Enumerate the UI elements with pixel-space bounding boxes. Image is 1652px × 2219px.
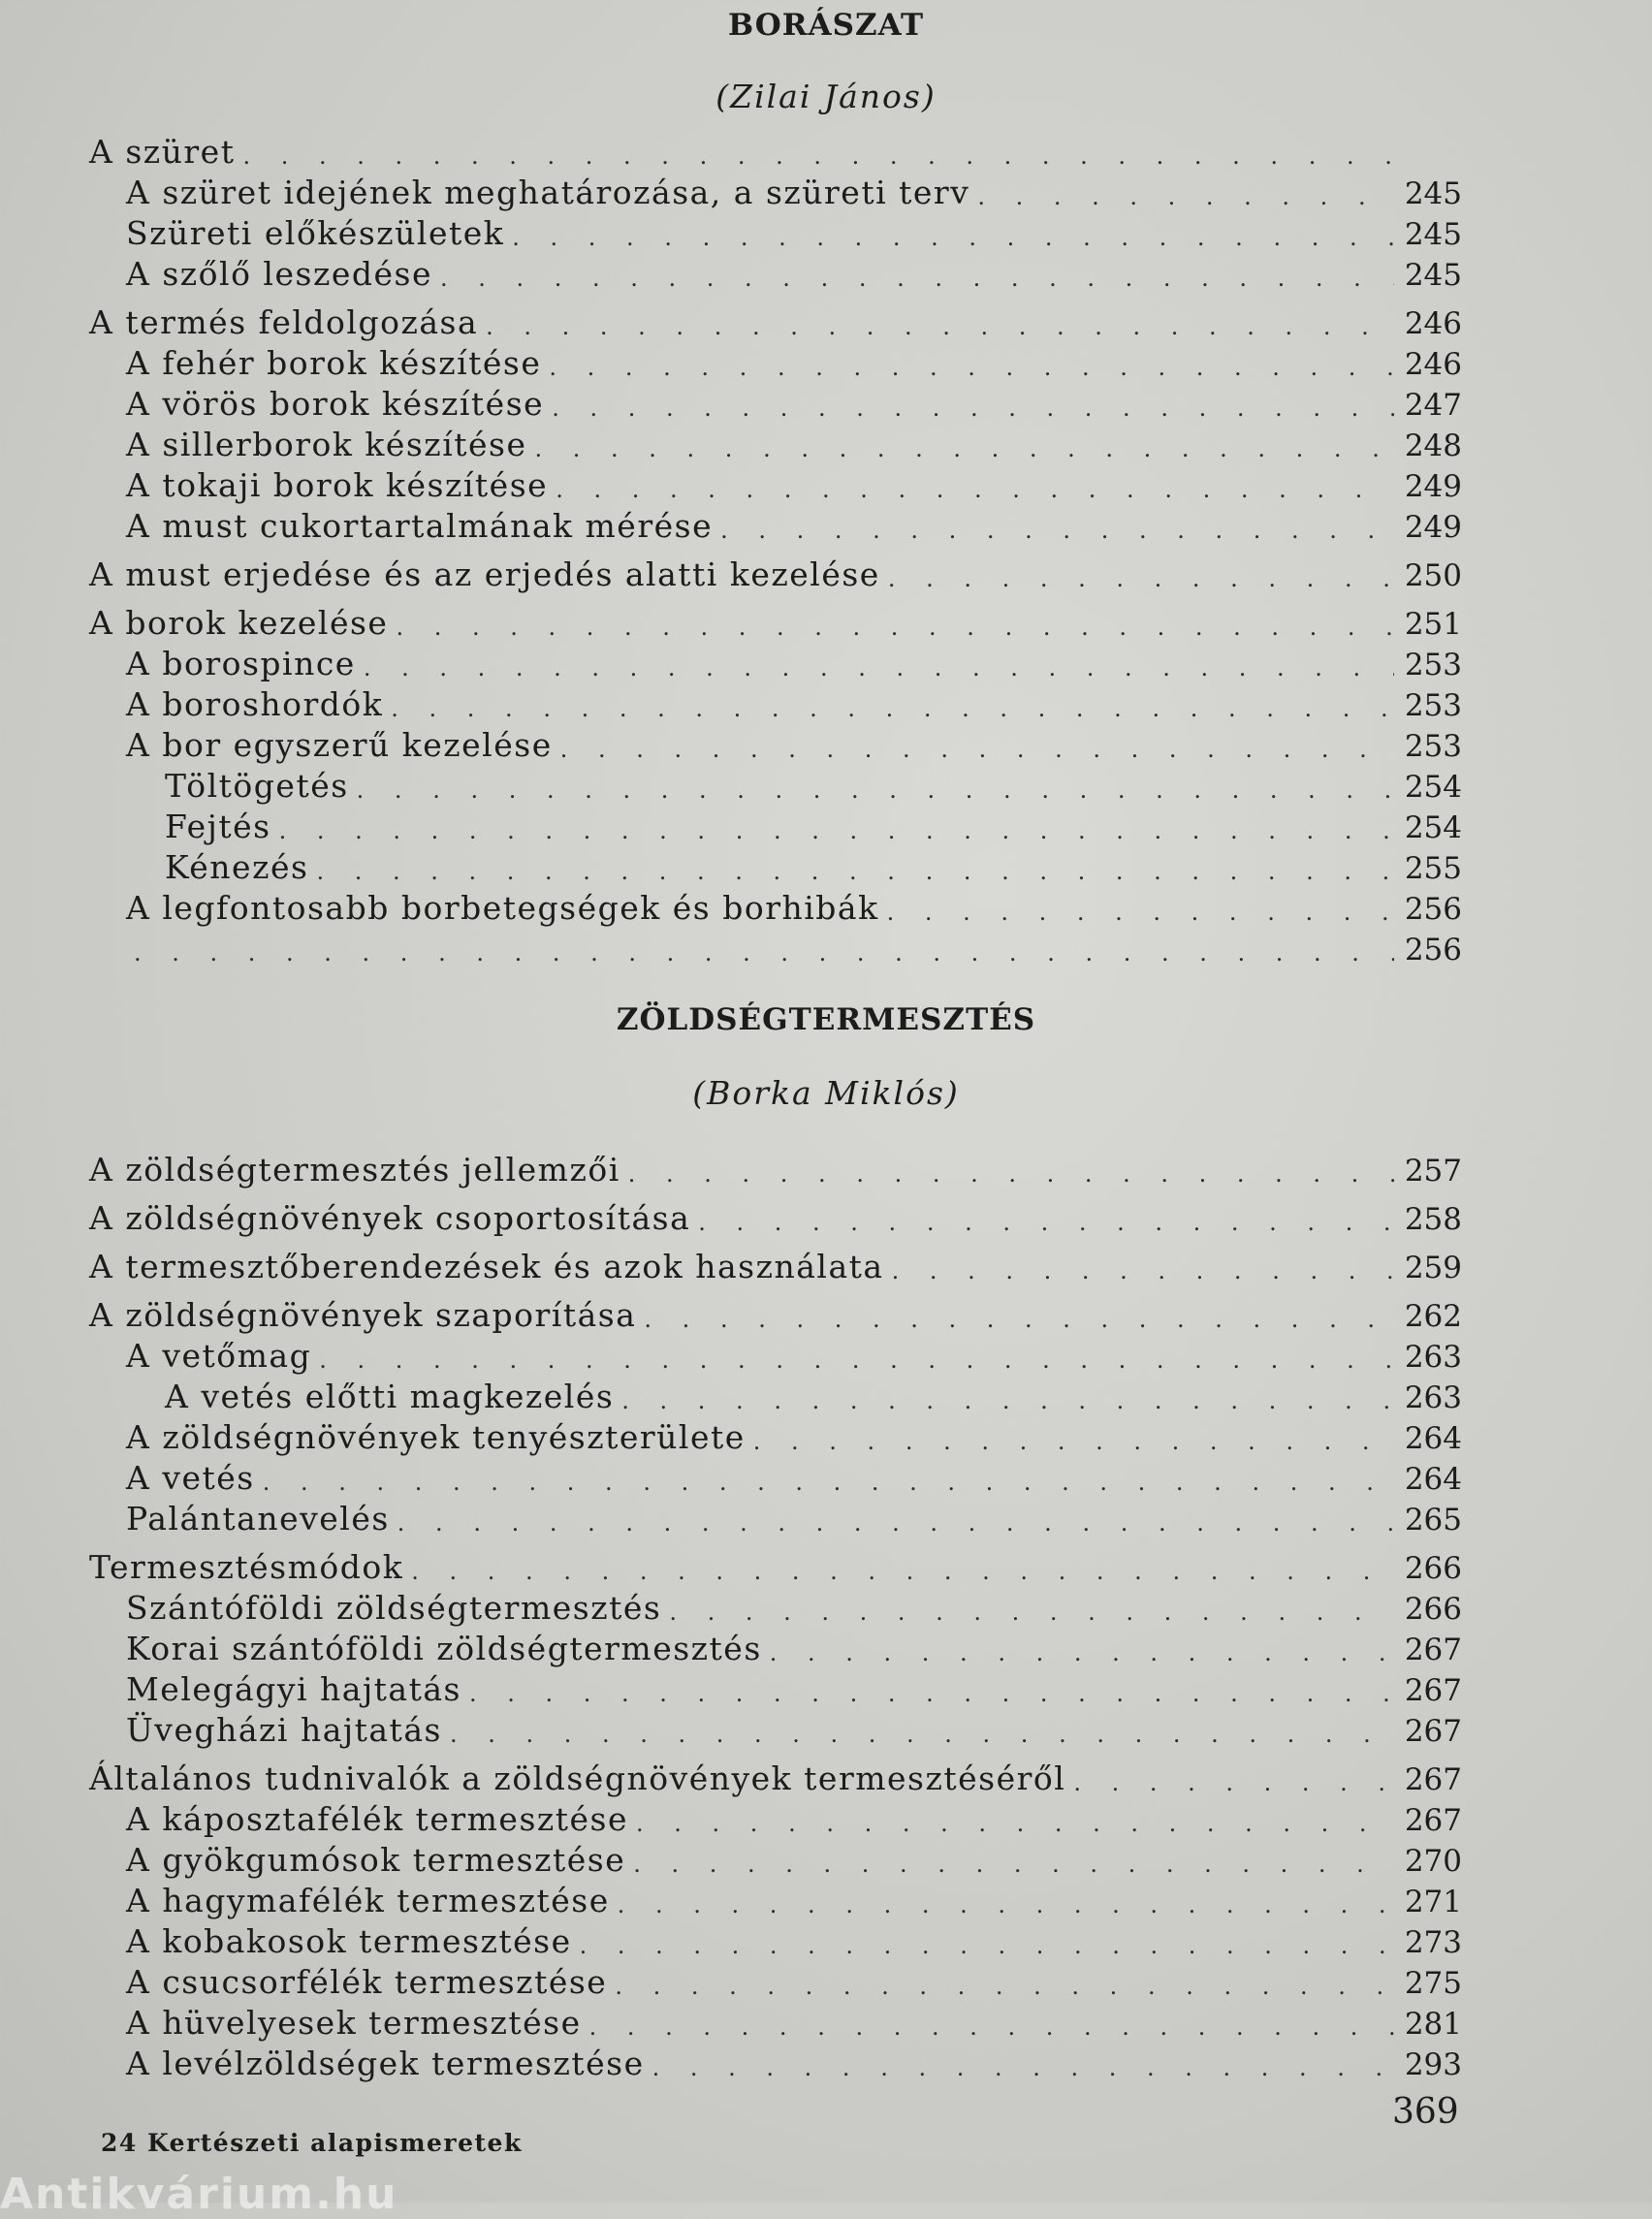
toc-entry-page: 256 [1404, 933, 1462, 967]
toc-entry-page: 262 [1404, 1299, 1462, 1334]
toc-entry-page: 245 [1404, 176, 1462, 211]
toc-entry [89, 423, 1462, 463]
toc-list-zoldsegtermesztes [89, 1148, 1462, 2082]
toc-entry-page: 259 [1404, 1251, 1462, 1285]
toc-leader-dots [279, 816, 1394, 845]
toc-entry-page: 249 [1404, 510, 1462, 545]
toc-leader-dots [720, 516, 1394, 545]
toc-leader-dots [450, 1720, 1394, 1749]
toc-leader-dots [892, 1256, 1394, 1285]
toc-entry-label: A szőlő leszedése [126, 255, 432, 293]
toc-leader-dots [560, 735, 1394, 764]
toc-entry [89, 2042, 1462, 2082]
toc-entry-page: 263 [1404, 1340, 1462, 1375]
toc-entry [89, 1245, 1462, 1285]
toc-leader-dots [644, 1305, 1394, 1334]
toc-entry-page: 254 [1404, 810, 1462, 845]
toc-entry-page: 253 [1404, 648, 1462, 682]
toc-entry [89, 1960, 1462, 2001]
toc-leader-dots [633, 1850, 1394, 1879]
toc-entry [89, 382, 1462, 423]
toc-entry-page: 281 [1404, 2007, 1462, 2042]
toc-entry-label: A csucsorfélék termesztése [126, 1963, 608, 2001]
toc-entry-label: A vörös borok készítése [126, 385, 545, 423]
toc-entry-page: 253 [1404, 729, 1462, 764]
toc-entry-label: A vetés előtti magkezelés [165, 1378, 615, 1415]
toc-leader-dots [316, 857, 1394, 886]
toc-entry-page: 264 [1404, 1462, 1462, 1497]
toc-entry [89, 1919, 1462, 1960]
toc-entry-page: 267 [1404, 1633, 1462, 1667]
section-title-zoldsegtermesztes: ZÖLDSÉGTERMESZTÉS [616, 1002, 1036, 1037]
toc-entry [89, 1375, 1462, 1415]
toc-entry-page: 271 [1404, 1885, 1462, 1919]
toc-entry [89, 463, 1462, 504]
toc-leader-dots [134, 938, 1394, 967]
toc-leader-dots [618, 1890, 1394, 1919]
toc-entry-label: A szüret idejének meghatározása, a szüreti terv [126, 174, 970, 211]
toc-entry-page: 253 [1404, 688, 1462, 723]
toc-entry-label: A vetőmag [126, 1337, 312, 1375]
toc-entry [89, 504, 1462, 545]
toc-leader-dots [652, 2053, 1394, 2082]
toc-list-boraszat [89, 130, 1462, 967]
toc-leader-dots [698, 1208, 1394, 1237]
toc-entry [89, 171, 1462, 211]
toc-entry [89, 1334, 1462, 1375]
toc-leader-dots [512, 223, 1394, 252]
page-number: 369 [1392, 2092, 1459, 2132]
toc-leader-dots [486, 312, 1394, 341]
toc-leader-dots [888, 564, 1394, 593]
toc-leader-dots [242, 142, 1394, 171]
toc-entry-label: A levélzöldségek termesztése [126, 2045, 645, 2082]
toc-entry-label: A must erjedése és az erjedés alatti kezelése [89, 555, 880, 593]
toc-entry-label: A boroshordók [126, 685, 384, 723]
toc-entry [89, 1196, 1462, 1237]
toc-entry-page: 246 [1404, 306, 1462, 341]
toc-entry [89, 1293, 1462, 1334]
toc-entry [89, 1838, 1462, 1879]
toc-entry-page: 249 [1404, 469, 1462, 504]
toc-leader-dots [397, 1508, 1394, 1537]
toc-entry [89, 805, 1462, 845]
toc-entry-label: A káposztafélék termesztése [126, 1800, 629, 1838]
toc-entry [89, 886, 1462, 927]
watermark: Antikvárium.hu [0, 2170, 398, 2219]
toc-leader-dots [440, 264, 1394, 293]
toc-leader-dots [669, 1598, 1394, 1627]
toc-entry-label: Töltögetés [165, 767, 349, 805]
toc-entry-page: 267 [1404, 1673, 1462, 1708]
toc-leader-dots [319, 1346, 1394, 1375]
toc-entry [89, 1708, 1462, 1749]
toc-entry-label: Szüreti előkészületek [126, 214, 505, 252]
toc-entry [89, 1797, 1462, 1838]
toc-entry-label: A vetés [126, 1459, 255, 1497]
toc-entry [89, 682, 1462, 723]
toc-entry-label: Melegágyi hajtatás [126, 1670, 461, 1708]
toc-leader-dots [549, 353, 1394, 382]
toc-entry [89, 1879, 1462, 1919]
toc-entry [89, 1497, 1462, 1537]
toc-entry-label: A borok kezelése [89, 604, 389, 642]
toc-entry [89, 642, 1462, 682]
toc-entry-page: 273 [1404, 1925, 1462, 1960]
toc-entry [89, 927, 1462, 967]
toc-entry-page: 246 [1404, 347, 1462, 382]
toc-entry [89, 1667, 1462, 1708]
toc-entry-label: A must cukortartalmának mérése [126, 507, 714, 545]
toc-entry-page: 251 [1404, 607, 1462, 642]
toc-entry-label: A zöldségnövények csoportosítása [89, 1199, 691, 1237]
toc-entry-page: 256 [1404, 892, 1462, 927]
toc-entry-page: 266 [1404, 1551, 1462, 1586]
toc-entry-label: Szántóföldi zöldségtermesztés [126, 1589, 662, 1627]
toc-leader-dots [621, 1386, 1394, 1415]
toc-entry-label: Általános tudnivalók a zöldségnövények termesztéséről [89, 1759, 1066, 1797]
toc-leader-dots [396, 613, 1394, 642]
toc-entry-label: A hüvelyesek termesztése [126, 2004, 582, 2042]
toc-leader-dots [391, 694, 1394, 723]
toc-entry-page: 267 [1404, 1762, 1462, 1797]
toc-entry [89, 2001, 1462, 2042]
toc-entry-page: 267 [1404, 1714, 1462, 1749]
toc-entry-label: Kénezés [165, 848, 309, 886]
toc-leader-dots [357, 776, 1394, 805]
toc-entry-label: Palántanevelés [126, 1500, 390, 1537]
toc-entry [89, 341, 1462, 382]
toc-leader-dots [535, 434, 1394, 463]
toc-leader-dots [552, 394, 1394, 423]
section-author-boraszat: (Zilai János) [715, 78, 937, 115]
toc-leader-dots [628, 1159, 1394, 1189]
toc-entry-label: Fejtés [165, 808, 271, 845]
toc-entry [89, 1415, 1462, 1456]
toc-entry-label: A hagymafélék termesztése [126, 1882, 610, 1919]
toc-entry-page: 266 [1404, 1592, 1462, 1627]
toc-leader-dots [770, 1638, 1394, 1667]
toc-leader-dots [753, 1427, 1394, 1456]
toc-entry [89, 845, 1462, 886]
toc-entry-label: A sillerborok készítése [126, 426, 527, 463]
toc-entry-label: A legfontosabb borbetegségek és borhibák [126, 889, 879, 927]
toc-leader-dots [411, 1557, 1394, 1586]
toc-leader-dots [469, 1679, 1394, 1708]
toc-entry-page: 264 [1404, 1421, 1462, 1456]
toc-entry [89, 130, 1462, 171]
section-title-boraszat: BORÁSZAT [727, 8, 925, 43]
toc-entry-label: A fehér borok készítése [126, 344, 542, 382]
toc-entry [89, 764, 1462, 805]
section-author-zoldsegtermesztes: (Borka Miklós) [692, 1074, 960, 1112]
toc-entry-label: A zöldségnövények szaporítása [89, 1296, 637, 1334]
toc-entry [89, 211, 1462, 252]
toc-entry-label: A zöldségnövények tenyészterülete [126, 1418, 746, 1456]
toc-entry-label: Termesztésmódok [89, 1548, 404, 1586]
toc-entry-page: 265 [1404, 1503, 1462, 1537]
toc-entry-label: A zöldségtermesztés jellemzői [89, 1151, 620, 1189]
toc-entry [89, 1148, 1462, 1189]
toc-leader-dots [589, 2013, 1394, 2042]
toc-entry-label: A gyökgumósok termesztése [126, 1841, 626, 1879]
toc-leader-dots [1073, 1768, 1394, 1797]
toc-entry-page: 245 [1404, 217, 1462, 252]
toc-entry-page: 263 [1404, 1380, 1462, 1415]
toc-entry-label: Korai szántóföldi zöldségtermesztés [126, 1630, 762, 1667]
toc-leader-dots [636, 1809, 1394, 1838]
toc-entry-label: A szüret [89, 133, 236, 171]
toc-entry-page: 254 [1404, 770, 1462, 805]
toc-entry [89, 1586, 1462, 1627]
toc-leader-dots [615, 1972, 1394, 2001]
toc-entry-label: A termés feldolgozása [89, 303, 479, 341]
toc-entry-page: 248 [1404, 428, 1462, 463]
toc-leader-dots [580, 1931, 1394, 1960]
toc-entry-page: 255 [1404, 851, 1462, 886]
toc-leader-dots [556, 475, 1394, 504]
toc-entry-page: 270 [1404, 1844, 1462, 1879]
toc-entry [89, 601, 1462, 642]
toc-entry-label: A tokaji borok készítése [126, 466, 549, 504]
toc-entry-page: 250 [1404, 558, 1462, 593]
toc-leader-dots [263, 1468, 1394, 1497]
toc-entry [89, 553, 1462, 593]
toc-entry-page: 267 [1404, 1803, 1462, 1838]
toc-leader-dots [977, 182, 1394, 211]
toc-entry [89, 301, 1462, 341]
toc-entry-label: A kobakosok termesztése [126, 1922, 572, 1960]
toc-entry [89, 252, 1462, 293]
toc-entry-page: 247 [1404, 388, 1462, 423]
toc-entry [89, 1545, 1462, 1586]
toc-entry [89, 1627, 1462, 1667]
toc-entry-page: 257 [1404, 1154, 1462, 1189]
toc-leader-dots [887, 898, 1394, 927]
toc-entry-page: 275 [1404, 1966, 1462, 2001]
printer-signature: 24 Kertészeti alapismeretek [101, 2129, 523, 2157]
toc-entry-label: A bor egyszerű kezelése [126, 726, 553, 764]
toc-entry-page: 293 [1404, 2047, 1462, 2082]
toc-leader-dots [364, 653, 1394, 682]
toc-entry [89, 723, 1462, 764]
toc-entry-page: 245 [1404, 258, 1462, 293]
toc-entry-label: Üvegházi hajtatás [126, 1711, 442, 1749]
toc-entry-label: A termesztőberendezések és azok használata [89, 1248, 884, 1285]
toc-entry-label: A borospince [126, 645, 356, 682]
toc-entry [89, 1757, 1462, 1797]
toc-entry [89, 1456, 1462, 1497]
toc-entry-page: 258 [1404, 1202, 1462, 1237]
